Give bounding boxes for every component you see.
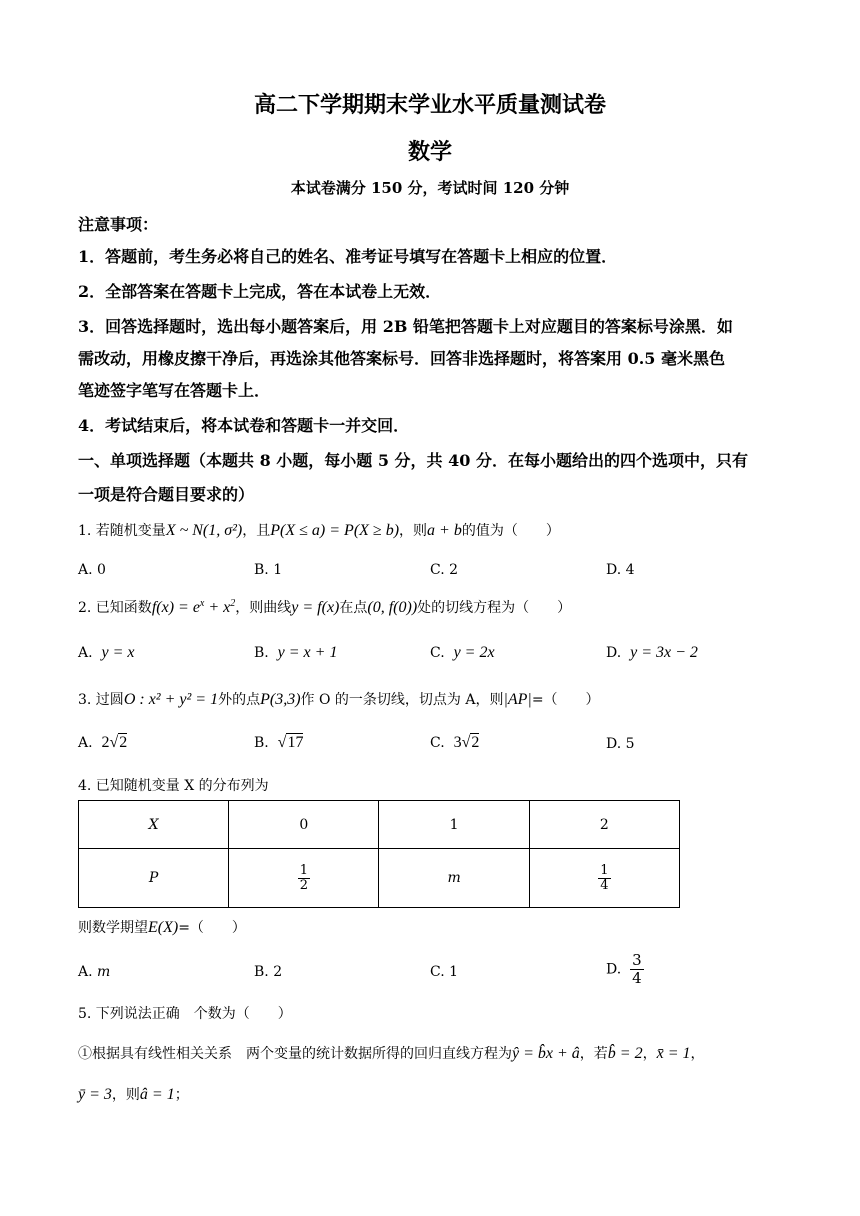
fraction-denominator: 4 — [600, 877, 609, 893]
option-expr: y = x — [101, 644, 135, 661]
table-cell: 1 — [379, 801, 529, 849]
q2-curve: y = f(x) — [291, 599, 340, 616]
q5-item-1 — [78, 1043, 705, 1063]
q2-function — [152, 599, 235, 616]
fraction — [298, 864, 310, 893]
table-cell: 0 — [229, 801, 379, 849]
q4-option-b: B. 2 — [254, 964, 283, 980]
q1-option-d: D. 4 — [606, 562, 635, 578]
option-coef: 2 — [101, 734, 110, 751]
q4-option-d — [606, 952, 644, 987]
option-label: B. — [254, 645, 269, 661]
q2-mid: ，则曲线 — [235, 600, 292, 616]
question-2 — [78, 597, 571, 617]
q1-mid: ，且 — [242, 523, 271, 539]
q3-option-b — [254, 734, 303, 752]
exam-info: 本试卷满分 150 分，考试时间 120 分钟 — [290, 179, 570, 197]
q2-square: 2 — [230, 598, 236, 609]
section-heading-cont: 一项是符合题目要求的） — [78, 485, 255, 504]
q4-option-a — [78, 964, 110, 980]
option-expr: y = 2x — [453, 644, 495, 661]
note-item: 笔迹签字笔写在答题卡上． — [78, 381, 271, 400]
option-label: D. — [606, 736, 622, 752]
q3-option-a — [78, 734, 127, 752]
q3-point: P(3,3) — [260, 691, 301, 708]
q4-ask-text: 则数学期望 — [78, 920, 148, 936]
option-coef: 3 — [453, 734, 462, 751]
q1-expr: a + b — [427, 522, 462, 539]
option-radicand: 17 — [287, 734, 304, 751]
q2-prefix: 2. 已知函数 — [78, 600, 152, 616]
table-cell: m — [379, 849, 529, 908]
table-cell — [529, 849, 679, 908]
q5-regression-eq: ŷ = b̂x + â — [512, 1045, 580, 1062]
q1-prefix: 1. 若随机变量 — [78, 523, 166, 539]
q4-option-c: C. 1 — [430, 964, 459, 980]
sqrt-sign: √ — [277, 734, 287, 751]
q4-ask-end: =（ ） — [178, 920, 246, 936]
q2-end: 处的切线方程为（ ） — [417, 600, 572, 616]
option-expr: m — [97, 964, 111, 980]
q4-ask — [78, 917, 246, 937]
sqrt-sign: √ — [109, 734, 119, 751]
distribution-table — [78, 800, 680, 908]
option-radicand: 2 — [471, 734, 480, 751]
question-4: 4. 已知随机变量 X 的分布列为 — [78, 778, 269, 794]
q2-option-d — [606, 644, 698, 662]
question-5: 5. 下列说法正确 个数为（ ） — [78, 1006, 292, 1022]
option-label: A. — [78, 964, 93, 980]
q2-option-b — [254, 644, 337, 662]
q5-item1-text: ； — [174, 1087, 189, 1103]
note-item: 需改动，用橡皮擦干净后，再选涂其他答案标号．回答非选择题时，将答案用 0.5 毫米黑色 — [78, 349, 725, 368]
table-row — [79, 849, 680, 908]
q2-point: (0, f(0)) — [367, 599, 418, 616]
fraction-numerator: 1 — [299, 862, 308, 878]
q3-end: =（ ） — [531, 692, 600, 708]
option-label: C. — [430, 735, 445, 751]
q3-mid: 外的点 — [218, 692, 261, 708]
q3-circle: O : x² + y² = 1 — [123, 691, 219, 708]
q1-end: 的值为（ ） — [461, 523, 560, 539]
section-heading: 一、单项选择题（本题共 8 小题，每小题 5 分，共 40 分．在每小题给出的四个选项中，只有 — [78, 451, 748, 470]
option-expr: y = x + 1 — [277, 644, 338, 661]
q1-probability: P(X ≤ a) = P(X ≥ b) — [270, 522, 400, 539]
option-label: B. — [254, 735, 269, 751]
q5-item-1-cont — [78, 1084, 189, 1104]
q2-option-c — [430, 644, 495, 662]
fraction-denominator: 2 — [299, 877, 308, 893]
fraction-denominator: 4 — [632, 969, 642, 987]
q2-func-lhs: f(x) = e — [151, 599, 200, 616]
q2-mid2: 在点 — [339, 600, 368, 616]
q5-y-bar: ȳ = 3 — [78, 1086, 112, 1103]
q1-option-b: B. 1 — [254, 562, 283, 578]
table-cell — [229, 849, 379, 908]
q5-x-bar: x̄ = 1 — [656, 1045, 691, 1062]
notes-heading: 注意事项： — [78, 215, 159, 234]
q2-func-rhs: + x — [204, 599, 231, 616]
option-label: D. — [606, 645, 622, 661]
sqrt-sign: √ — [461, 734, 471, 751]
q3-mid2: 作 O 的一条切线，切点为 A，则 — [300, 692, 504, 708]
fraction-numerator: 1 — [600, 862, 609, 878]
q1-distribution: X ~ N(1, σ²) — [165, 522, 243, 539]
note-item: 1．答题前，考生务必将自己的姓名、准考证号填写在答题卡上相应的位置． — [78, 247, 618, 266]
q1-option-a: A. 0 — [78, 562, 106, 578]
option-text: 5 — [625, 736, 635, 752]
fraction — [598, 864, 610, 893]
option-label: A. — [78, 735, 93, 751]
q3-option-d — [606, 736, 635, 752]
fraction — [630, 952, 644, 987]
option-label: D. — [606, 961, 622, 978]
exam-title: 高二下学期期末学业水平质量测试卷 — [253, 92, 606, 118]
q5-item1-text: ， — [690, 1046, 705, 1062]
table-cell: 2 — [529, 801, 679, 849]
note-item: 2．全部答案在答题卡上完成，答在本试卷上无效． — [78, 282, 442, 301]
q5-item1-text: ， — [642, 1046, 657, 1062]
q4-expectation: E(X) — [148, 919, 179, 936]
q2-option-a — [78, 644, 134, 662]
table-cell: X — [79, 801, 229, 849]
question-3 — [78, 689, 600, 709]
option-radicand: 2 — [119, 734, 128, 751]
q3-prefix: 3. 过圆 — [78, 692, 124, 708]
option-expr: y = 3x − 2 — [630, 644, 698, 661]
table-cell: P — [79, 849, 229, 908]
q1-option-c: C. 2 — [430, 562, 459, 578]
exam-subject: 数学 — [407, 139, 452, 165]
fraction-numerator: 3 — [632, 951, 642, 969]
q5-item1-text: ，若 — [579, 1046, 608, 1062]
q5-a-hat: â = 1 — [139, 1086, 175, 1103]
question-1 — [78, 520, 560, 540]
note-item: 3．回答选择题时，选出每小题答案后，用 2B 铅笔把答题卡上对应题目的答案标号涂黑．如 — [78, 317, 733, 336]
table-row — [79, 801, 680, 849]
q2-exp: x — [199, 598, 205, 609]
q5-b-hat: b̂ = 2 — [607, 1045, 643, 1062]
note-item: 4．考试结束后，将本试卷和答题卡一并交回． — [78, 416, 410, 435]
q5-item1-text: ①根据具有线性相关关系 两个变量的统计数据所得的回归直线方程为 — [78, 1046, 512, 1062]
q1-suffix: ，则 — [399, 523, 428, 539]
q3-abs: |AP| — [503, 691, 532, 708]
option-label: C. — [430, 645, 445, 661]
q3-option-c — [430, 734, 479, 752]
q5-item1-text: ，则 — [111, 1087, 140, 1103]
option-label: A. — [78, 645, 93, 661]
